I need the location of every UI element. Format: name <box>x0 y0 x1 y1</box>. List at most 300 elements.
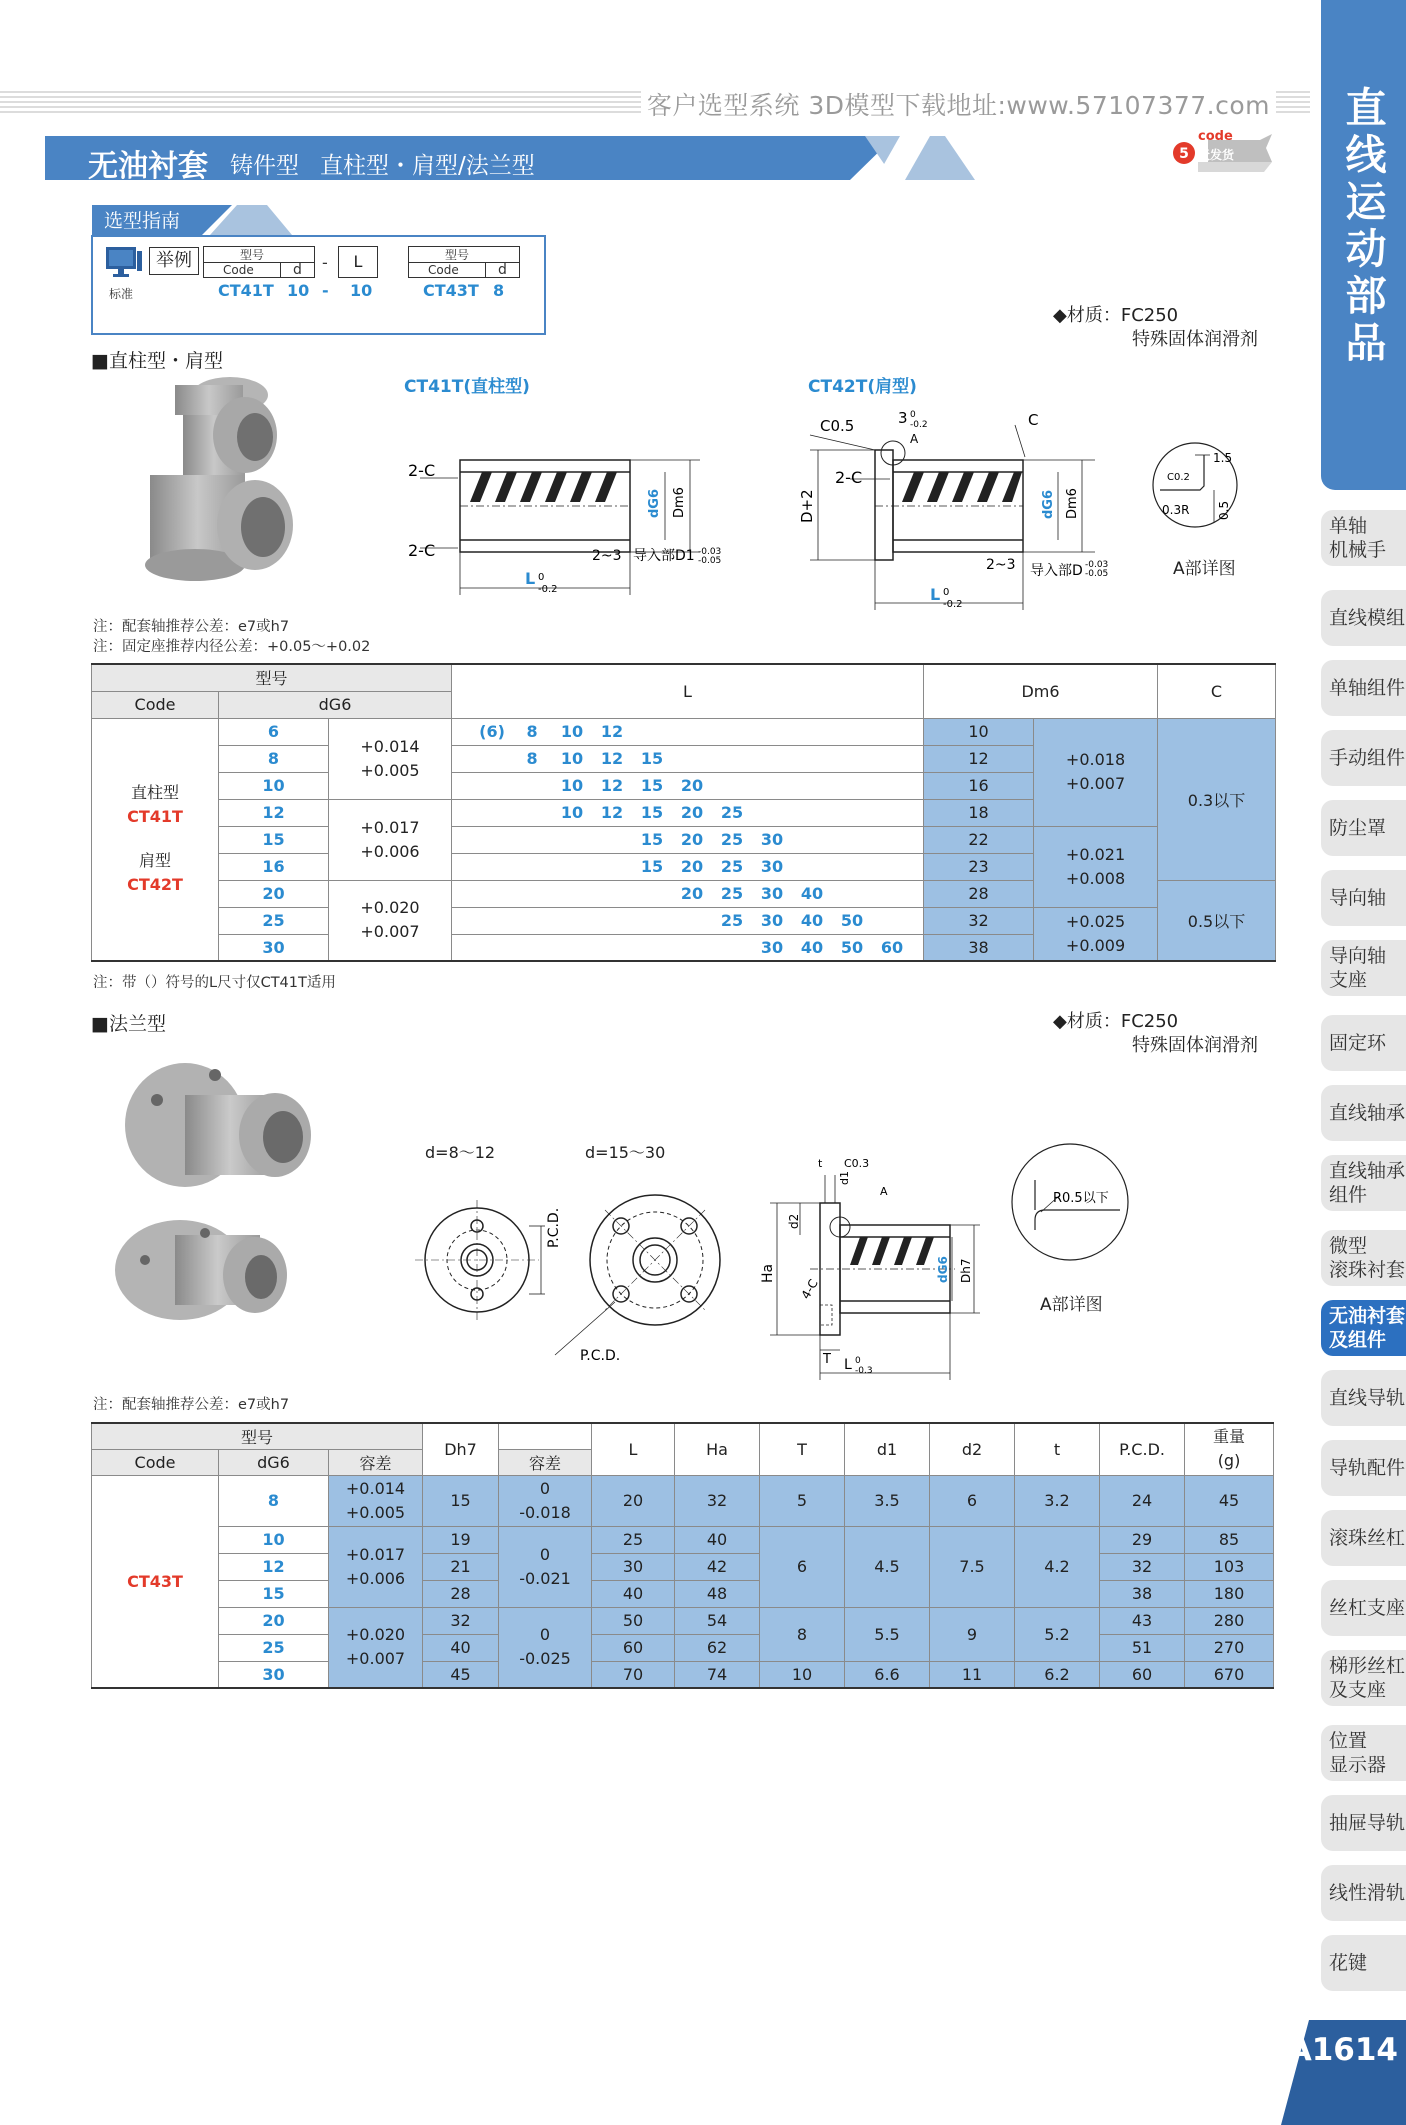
svg-text:T: T <box>823 1352 831 1367</box>
svg-text:dG6: dG6 <box>936 1256 950 1283</box>
cell-D: 28 <box>924 880 1034 907</box>
cell-d: 20 <box>219 1607 329 1634</box>
side-title-char: 运 <box>1345 178 1387 226</box>
side-nav-item-label: 单轴组件 <box>1329 677 1406 699</box>
cell-d2: 7.5 <box>930 1526 1015 1607</box>
cell-D-tolerance <box>1034 907 1158 961</box>
cell-pcd: 29 <box>1100 1526 1185 1553</box>
side-nav-item-label: 抽屉导轨 <box>1329 1812 1406 1834</box>
cell-d-tolerance <box>329 718 452 799</box>
side-nav-item[interactable] <box>1321 1370 1406 1426</box>
table-row <box>92 907 1276 934</box>
cell-d-tolerance <box>329 799 452 880</box>
divider <box>280 262 281 278</box>
side-nav-item-label: 直线模组 <box>1329 607 1406 629</box>
side-nav-item-label: 线性滑轨 <box>1329 1882 1406 1904</box>
cell-t: 5.2 <box>1015 1607 1100 1661</box>
side-nav-item[interactable] <box>1321 940 1406 996</box>
cell-D: 21 <box>423 1553 499 1580</box>
L-value: 25 <box>720 803 744 822</box>
cell-C: 0.5以下 <box>1158 880 1276 961</box>
flange-bushing-photo <box>105 1055 335 1340</box>
L-value: 50 <box>840 937 864 957</box>
L-value: 12 <box>600 749 624 768</box>
table-flange <box>91 1422 1274 1689</box>
tol-lower: +0.009 <box>1065 935 1126 955</box>
L-value: 10 <box>560 722 584 741</box>
delivery-badge <box>1168 128 1276 178</box>
cell-L: 70 <box>592 1661 675 1688</box>
side-nav-item-label: 直线导轨 <box>1329 1387 1406 1409</box>
cell-Ha: 42 <box>675 1553 760 1580</box>
cell-d: 10 <box>219 772 329 799</box>
cell-pcd: 24 <box>1100 1475 1185 1526</box>
cell-d: 25 <box>219 1634 329 1661</box>
L-value: 10 <box>560 776 584 795</box>
note-shaft-tolerance: 注：配套轴推荐公差：e7或h7 <box>93 619 290 635</box>
table1-body <box>92 718 1276 961</box>
note-housing-tolerance: 注：固定座推荐内径公差：+0.05～+0.02 <box>93 639 371 655</box>
side-nav-item[interactable] <box>1321 1935 1406 1991</box>
badge-text: 天发货 <box>1198 148 1235 162</box>
th-d: dG6 <box>219 691 452 718</box>
cell-D: 16 <box>924 772 1034 799</box>
side-title-char: 部 <box>1345 272 1387 320</box>
cell-d: 8 <box>219 745 329 772</box>
side-nav-item[interactable] <box>1321 1085 1406 1141</box>
example1-dash: - <box>322 281 329 300</box>
th2-L: L <box>592 1423 675 1475</box>
cell-L-list <box>452 853 924 880</box>
side-nav-item-label: 导向轴 <box>1329 887 1387 909</box>
cell-L-list <box>452 907 924 934</box>
label-d-large: d=15～30 <box>585 1143 666 1162</box>
L-value: 20 <box>680 857 704 876</box>
th2-type: 型号 <box>92 1423 423 1449</box>
svg-text:t: t <box>818 1157 823 1170</box>
svg-text:4-C: 4-C <box>798 1276 821 1302</box>
cell-T: 10 <box>760 1661 845 1688</box>
L-label: L <box>338 246 378 278</box>
side-nav-item[interactable] <box>1321 1725 1406 1781</box>
tol-lower: -0.021 <box>519 1568 571 1588</box>
svg-text:Dh7: Dh7 <box>959 1258 973 1283</box>
cell-t: 3.2 <box>1015 1475 1100 1526</box>
group-label-cell <box>92 718 219 961</box>
side-title-char: 直 <box>1345 84 1387 132</box>
th2-pcd: P.C.D. <box>1100 1423 1185 1475</box>
tol-lower: +0.006 <box>345 1568 406 1588</box>
side-title-char: 品 <box>1345 319 1387 367</box>
side-nav-item-label: 无油衬套 及组件 <box>1329 1305 1406 1351</box>
side-nav-item[interactable] <box>1321 1300 1406 1356</box>
side-nav-item[interactable] <box>1321 800 1406 856</box>
tol-lower: +0.005 <box>345 1502 406 1522</box>
cell-D-tolerance <box>1034 718 1158 826</box>
side-nav-item-label: 花键 <box>1329 1952 1368 1974</box>
side-nav-item-label: 固定环 <box>1329 1032 1387 1054</box>
cell-d: 8 <box>219 1475 329 1526</box>
cell-Ha: 62 <box>675 1634 760 1661</box>
side-nav-item[interactable] <box>1321 1650 1406 1706</box>
side-nav-item[interactable] <box>1321 1015 1406 1071</box>
L-value: 15 <box>640 803 664 822</box>
table-row <box>92 1475 1274 1526</box>
cell-d: 30 <box>219 1661 329 1688</box>
ct41t-drawing <box>400 400 740 595</box>
tol-upper: 0 <box>539 1478 551 1498</box>
svg-text:C0.2: C0.2 <box>1167 472 1190 483</box>
code-label: Code <box>428 263 459 277</box>
table-row <box>92 718 1276 745</box>
cell-L: 60 <box>592 1634 675 1661</box>
tol-upper: 0 <box>539 1544 551 1564</box>
side-nav-item[interactable] <box>1321 1440 1406 1496</box>
detail-a-drawing <box>1140 440 1260 540</box>
L-value: 15 <box>640 830 664 849</box>
L-value: 30 <box>760 830 784 849</box>
cell-d: 25 <box>219 907 329 934</box>
L-value: 8 <box>526 722 538 741</box>
svg-text:0: 0 <box>855 1356 861 1366</box>
svg-text:2~3: 2~3 <box>592 548 622 564</box>
svg-text:L: L <box>930 585 941 604</box>
tol-upper: +0.018 <box>1065 750 1126 769</box>
th2-d2: d2 <box>930 1423 1015 1475</box>
svg-text:1.5: 1.5 <box>1213 451 1233 465</box>
L-value: 12 <box>600 776 624 795</box>
svg-text:0.3R: 0.3R <box>1162 503 1190 517</box>
L-value: 25 <box>720 830 744 849</box>
svg-text:D+2: D+2 <box>798 489 816 523</box>
cell-Ha: 40 <box>675 1526 760 1553</box>
side-nav-item[interactable] <box>1321 1795 1406 1851</box>
svg-text:2-C: 2-C <box>408 461 436 480</box>
side-nav-item[interactable] <box>1321 1510 1406 1566</box>
cell-L-list <box>452 745 924 772</box>
cell-Ha: 48 <box>675 1580 760 1607</box>
svg-text:-0.2: -0.2 <box>910 420 928 430</box>
tol-upper: +0.014 <box>345 1478 406 1498</box>
cell-Ha: 32 <box>675 1475 760 1526</box>
svg-text:A: A <box>880 1185 888 1198</box>
cell-L-list <box>452 880 924 907</box>
tol-upper: 0 <box>539 1625 551 1645</box>
L-value: 20 <box>680 884 704 903</box>
cell-D: 12 <box>924 745 1034 772</box>
side-nav-item-label: 直线轴承 <box>1329 1102 1406 1124</box>
type-label: 型号 <box>445 248 470 262</box>
cell-T: 6 <box>760 1526 845 1607</box>
L-value: 12 <box>600 803 624 822</box>
L-value: 20 <box>680 830 704 849</box>
cell-d-tolerance <box>329 880 452 961</box>
side-nav-item[interactable] <box>1321 1230 1406 1286</box>
tol-lower: +0.007 <box>1065 774 1126 793</box>
svg-text:0: 0 <box>943 587 950 598</box>
cell-D: 38 <box>924 934 1034 961</box>
cell-weight: 45 <box>1185 1475 1274 1526</box>
th-code: Code <box>92 691 219 718</box>
cell-weight: 180 <box>1185 1580 1274 1607</box>
svg-text:Dm6: Dm6 <box>672 487 687 518</box>
svg-text:2-C: 2-C <box>835 468 863 487</box>
L-value: 10 <box>560 749 584 768</box>
svg-text:-0.2: -0.2 <box>943 599 963 610</box>
L-value: 60 <box>880 937 904 957</box>
svg-text:3: 3 <box>898 409 908 427</box>
monitor-icon <box>104 245 144 281</box>
cell-d-tolerance <box>329 1607 423 1688</box>
L-value: 40 <box>800 937 824 957</box>
cell-pcd: 38 <box>1100 1580 1185 1607</box>
svg-text:-0.2: -0.2 <box>538 584 558 595</box>
side-nav-item-label: 丝杠支座 <box>1329 1597 1406 1619</box>
side-nav-item-label: 手动组件 <box>1329 747 1406 769</box>
cell-D: 19 <box>423 1526 499 1553</box>
svg-text:d2: d2 <box>787 1213 801 1229</box>
svg-text:-0.05: -0.05 <box>698 556 722 566</box>
side-nav-item[interactable] <box>1321 1865 1406 1921</box>
group-label-straight: 直柱型 <box>130 783 179 803</box>
tol-lower: +0.005 <box>360 760 420 780</box>
tol-lower: -0.025 <box>519 1649 571 1669</box>
cell-D: 32 <box>924 907 1034 934</box>
th2-weight-label: 重量 <box>1213 1427 1246 1447</box>
L-value: 40 <box>800 911 824 930</box>
L-value: 8 <box>526 749 538 768</box>
cell-d-tolerance <box>329 1526 423 1607</box>
th2-Ha: Ha <box>675 1423 760 1475</box>
guide-tab-label: 选型指南 <box>104 210 181 232</box>
group-label-shoulder: 肩型 <box>138 851 171 871</box>
tol-lower: +0.007 <box>360 922 420 942</box>
L-value: 20 <box>680 803 704 822</box>
th2-blank <box>499 1423 592 1449</box>
label-d-small: d=8～12 <box>425 1143 496 1162</box>
th-C: C <box>1158 664 1276 718</box>
drawing-ct42t-label: CT42T(肩型) <box>808 377 917 397</box>
page-number: A1614 <box>1287 2032 1398 2068</box>
cell-D-tolerance <box>499 1607 592 1688</box>
side-nav-item-label: 滚珠丝杠 <box>1329 1527 1406 1549</box>
side-nav-item-label: 梯形丝杠 及支座 <box>1329 1655 1406 1701</box>
cell-pcd: 32 <box>1100 1553 1185 1580</box>
section2-lubricant: 特殊固体润滑剂 <box>1132 1035 1258 1056</box>
L-value: 10 <box>560 803 584 822</box>
th-L: L <box>452 664 924 718</box>
L-value: 30 <box>760 937 784 957</box>
tol-upper: +0.021 <box>1065 844 1126 864</box>
note-flange-tolerance: 注：配套轴推荐公差：e7或h7 <box>93 1397 290 1413</box>
th2-T: T <box>760 1423 845 1475</box>
divider <box>485 262 486 278</box>
cell-t: 6.2 <box>1015 1661 1100 1688</box>
L-value: 15 <box>640 857 664 876</box>
svg-text:2-C: 2-C <box>408 541 436 560</box>
th2-code: Code <box>92 1449 219 1475</box>
cell-Ha: 74 <box>675 1661 760 1688</box>
L-value: (6) <box>479 722 505 741</box>
svg-text:0: 0 <box>910 410 916 420</box>
cell-L: 40 <box>592 1580 675 1607</box>
tol-lower: +0.006 <box>360 841 420 861</box>
pcd-label: P.C.D. <box>580 1348 621 1364</box>
L-value: 25 <box>720 857 744 876</box>
side-nav-item-label: 位置 显示器 <box>1329 1730 1387 1776</box>
badge-days: 5 <box>1179 146 1189 162</box>
svg-text:0.5: 0.5 <box>1217 500 1231 520</box>
cell-d: 12 <box>219 799 329 826</box>
cell-d1: 3.5 <box>845 1475 930 1526</box>
tol-upper: +0.014 <box>360 736 420 756</box>
L-value: 50 <box>840 911 864 930</box>
cell-D-tolerance <box>1034 826 1158 907</box>
side-nav-item[interactable] <box>1321 590 1406 646</box>
table-row <box>92 1526 1274 1553</box>
tol-lower: -0.018 <box>519 1502 571 1522</box>
side-nav-item[interactable] <box>1321 660 1406 716</box>
table-row <box>92 1607 1274 1634</box>
table-straight-shoulder <box>91 663 1276 962</box>
th2-d1: d1 <box>845 1423 930 1475</box>
cell-C: 0.3以下 <box>1158 718 1276 880</box>
svg-text:-0.03: -0.03 <box>1085 560 1109 570</box>
flange-detail-a-drawing <box>1005 1140 1145 1270</box>
example2-d: 8 <box>493 281 505 300</box>
cell-d-tolerance <box>329 1475 423 1526</box>
cell-code: CT43T <box>92 1475 219 1688</box>
L-value: 20 <box>680 776 704 795</box>
cell-pcd: 51 <box>1100 1634 1185 1661</box>
cell-d1: 5.5 <box>845 1607 930 1661</box>
cell-D: 22 <box>924 826 1034 853</box>
tol-lower: +0.007 <box>345 1649 406 1669</box>
side-nav-item-label: 导轨配件 <box>1329 1457 1406 1479</box>
L-value: 25 <box>720 884 744 903</box>
cell-weight: 85 <box>1185 1526 1274 1553</box>
cell-D: 45 <box>423 1661 499 1688</box>
dash: - <box>322 253 328 272</box>
cell-L-list <box>452 718 924 745</box>
cell-L: 25 <box>592 1526 675 1553</box>
side-nav-item[interactable] <box>1321 1155 1406 1211</box>
cell-d1: 6.6 <box>845 1661 930 1688</box>
side-nav-item[interactable] <box>1321 1580 1406 1636</box>
cell-pcd: 60 <box>1100 1661 1185 1688</box>
d-label: d <box>293 262 302 278</box>
download-banner: 客户选型系统 3D模型下载地址:www.57107377.com <box>641 86 1276 122</box>
cell-D: 23 <box>924 853 1034 880</box>
cell-D-tolerance <box>499 1526 592 1607</box>
cell-d1: 4.5 <box>845 1526 930 1607</box>
svg-text:0: 0 <box>538 572 545 583</box>
svg-text:Dm6: Dm6 <box>1065 488 1080 519</box>
cell-Ha: 54 <box>675 1607 760 1634</box>
cell-weight: 270 <box>1185 1634 1274 1661</box>
svg-text:C0.3: C0.3 <box>844 1157 870 1170</box>
section2-material: ◆材质：FC250 <box>1053 1011 1179 1032</box>
L-value: 40 <box>800 884 824 903</box>
side-nav-item[interactable] <box>1321 510 1406 566</box>
cell-d2: 11 <box>930 1661 1015 1688</box>
example1-d: 10 <box>287 281 310 300</box>
badge-code: code <box>1198 129 1233 144</box>
L-value: 15 <box>640 776 664 795</box>
group-code-ct41t: CT41T <box>127 807 183 827</box>
ct42t-drawing <box>790 395 1140 615</box>
th2-weight <box>1185 1423 1274 1475</box>
side-nav-item-label: 防尘罩 <box>1329 817 1387 839</box>
cell-L-list <box>452 934 924 961</box>
example1-code: CT41T <box>218 281 274 300</box>
cell-L-list <box>452 772 924 799</box>
side-title-char: 动 <box>1345 225 1387 273</box>
detail-a-label: A部详图 <box>1173 559 1236 579</box>
svg-text:-0.05: -0.05 <box>1085 569 1109 579</box>
th2-tol-D: 容差 <box>499 1449 592 1475</box>
svg-text:d1: d1 <box>838 1171 851 1185</box>
side-nav-item[interactable] <box>1321 870 1406 926</box>
cell-d: 30 <box>219 934 329 961</box>
example1-L: 10 <box>350 281 373 300</box>
flange-side-view <box>740 1155 985 1385</box>
th-type: 型号 <box>92 664 452 691</box>
svg-text:C: C <box>1028 411 1039 429</box>
flange-detail-a-label: A部详图 <box>1040 1295 1103 1315</box>
cell-d2: 6 <box>930 1475 1015 1526</box>
L-value: 12 <box>600 722 624 741</box>
cell-D: 15 <box>423 1475 499 1526</box>
side-nav-item-label: 直线轴承 组件 <box>1329 1160 1406 1206</box>
page-subtitle-types: 直柱型・肩型/法兰型 <box>320 153 535 179</box>
table2-body <box>92 1475 1274 1688</box>
svg-text:dG6: dG6 <box>1041 489 1056 519</box>
side-nav-item[interactable] <box>1321 730 1406 786</box>
cell-T: 5 <box>760 1475 845 1526</box>
cell-weight: 670 <box>1185 1661 1274 1688</box>
tol-upper: +0.025 <box>1065 911 1126 931</box>
svg-text:导入部D1: 导入部D1 <box>633 548 695 564</box>
detail-r-label: R0.5以下 <box>1053 1191 1109 1206</box>
section1-heading: ■直柱型・肩型 <box>91 350 223 372</box>
cell-weight: 103 <box>1185 1553 1274 1580</box>
L-value: 25 <box>720 911 744 930</box>
section2-heading: ■法兰型 <box>91 1013 166 1035</box>
example-label: 举例 <box>149 247 199 275</box>
svg-text:-0.03: -0.03 <box>698 547 722 557</box>
th2-t: t <box>1015 1423 1100 1475</box>
svg-text:A: A <box>910 432 919 446</box>
side-nav-item-label: 微型 滚珠衬套 <box>1329 1235 1406 1281</box>
tol-upper: +0.020 <box>345 1625 406 1645</box>
L-value: 30 <box>760 911 784 930</box>
svg-text:Ha: Ha <box>760 1263 776 1283</box>
svg-text:C0.5: C0.5 <box>820 417 855 435</box>
example2-code: CT43T <box>423 281 479 300</box>
cell-D: 40 <box>423 1634 499 1661</box>
pcd-label-vertical: P.C.D. <box>546 1207 562 1248</box>
cell-L-list <box>452 799 924 826</box>
tol-upper: +0.017 <box>360 817 420 837</box>
tol-upper: +0.017 <box>345 1544 406 1564</box>
cell-d: 10 <box>219 1526 329 1553</box>
L-value: 15 <box>640 749 664 768</box>
cell-D-tolerance <box>499 1475 592 1526</box>
tol-lower: +0.008 <box>1065 868 1126 888</box>
side-category-title <box>1336 85 1396 367</box>
straight-bushing-photo <box>95 375 330 590</box>
